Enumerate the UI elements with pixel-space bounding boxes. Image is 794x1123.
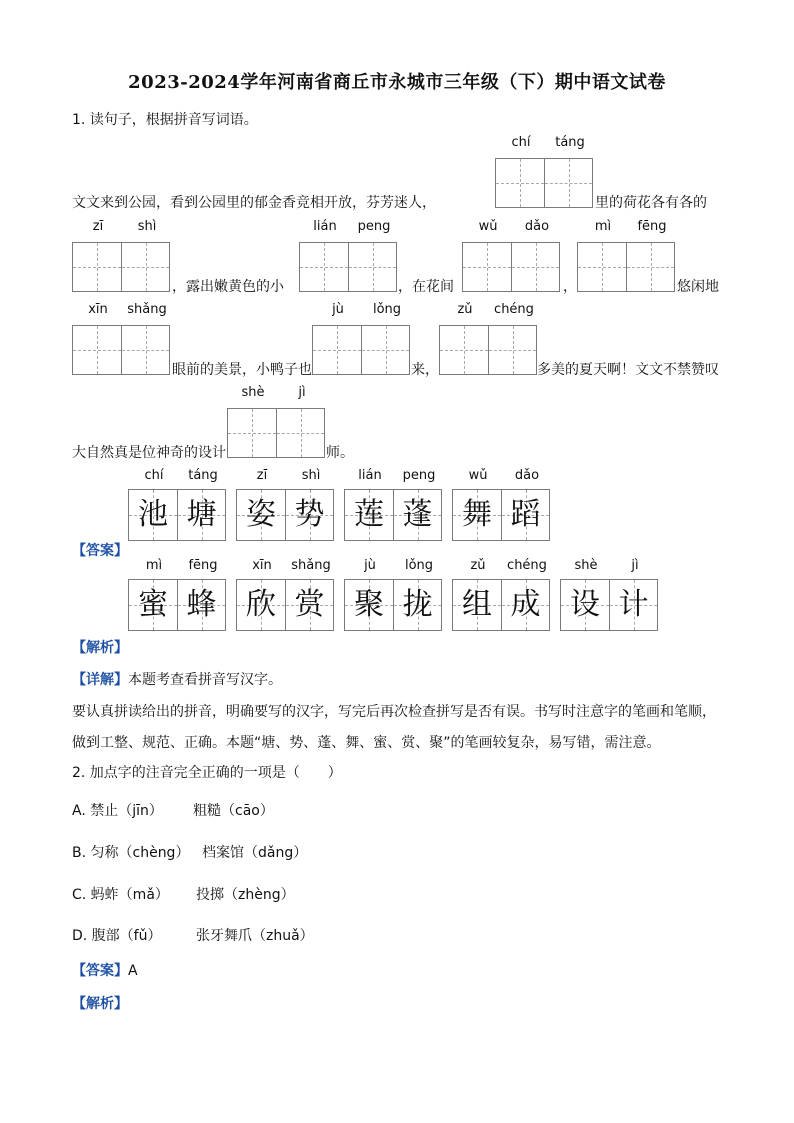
q1-text: 里的荷花各有各的 bbox=[595, 195, 707, 211]
q1-text: 大自然真是位神奇的设计 bbox=[72, 445, 226, 461]
pinyin: xīn bbox=[88, 302, 108, 317]
pinyin: fēng bbox=[637, 219, 667, 234]
pinyin: lián bbox=[358, 468, 382, 483]
detail-paragraph: 做到工整、规范、正确。本题“塘、势、蓬、舞、蜜、赏、聚”的笔画较复杂，易写错，需注意。 bbox=[72, 735, 661, 751]
pinyin: zī bbox=[92, 219, 104, 234]
answer-char: 姿 bbox=[246, 497, 276, 532]
pinyin: zǔ bbox=[470, 558, 486, 573]
pinyin: mì bbox=[145, 558, 163, 573]
tianzige-blank[interactable] bbox=[462, 219, 560, 292]
option-c[interactable] bbox=[72, 884, 169, 904]
answer-word bbox=[452, 558, 550, 631]
answer-char: 塘 bbox=[186, 497, 217, 532]
answer-word bbox=[236, 468, 334, 541]
option-d-word1: D. 腹部（fǔ） bbox=[72, 928, 162, 944]
answer-word bbox=[128, 558, 226, 631]
q1-text: 多美的夏天啊！文文不禁赞叹 bbox=[537, 362, 719, 378]
pinyin: jù bbox=[364, 558, 376, 573]
answer-word bbox=[236, 558, 334, 631]
pinyin: xīn bbox=[252, 558, 272, 573]
answer-char: 蹈 bbox=[510, 497, 541, 532]
tianzige-blank[interactable] bbox=[312, 302, 410, 375]
q1-stem: 1. 读句子，根据拼音写词语。 bbox=[72, 112, 258, 128]
answer-word bbox=[452, 468, 550, 541]
pinyin: chéng bbox=[494, 302, 534, 317]
answer-char: 池 bbox=[138, 497, 168, 532]
tianzige-blank[interactable] bbox=[72, 219, 170, 292]
pinyin: chí bbox=[511, 135, 531, 150]
answer-char: 蜜 bbox=[138, 587, 168, 622]
detail-label: 【详解】 bbox=[72, 672, 128, 688]
q2-stem: 2. 加点字的注音完全正确的一项是（ ） bbox=[72, 765, 342, 781]
q1-text: 悠闲地 bbox=[677, 279, 719, 295]
pinyin: shì bbox=[137, 219, 157, 234]
pinyin: táng bbox=[555, 135, 585, 150]
answer-label: 【答案】 bbox=[72, 543, 128, 559]
q1-text: 来， bbox=[411, 362, 439, 378]
q2-answer-line bbox=[72, 961, 138, 981]
analysis-label: 【解析】 bbox=[72, 640, 128, 656]
tianzige-blank[interactable] bbox=[577, 219, 675, 292]
pinyin: wǔ bbox=[468, 468, 488, 483]
q1-text: 文文来到公园，看到公园里的郁金香竞相开放，芬芳迷人， bbox=[72, 195, 436, 211]
answer-char: 蓬 bbox=[402, 497, 433, 532]
answer-word bbox=[344, 468, 442, 541]
answer-label: 【答案】 bbox=[72, 963, 128, 979]
option-d-word2: 张牙舞爪（zhuǎ） bbox=[196, 928, 314, 944]
pinyin: lǒng bbox=[372, 302, 402, 317]
answer-char: 势 bbox=[294, 497, 325, 532]
tianzige-blank[interactable] bbox=[299, 219, 397, 292]
pinyin: dǎo bbox=[524, 219, 550, 234]
option-c-word2: 投掷（zhèng） bbox=[196, 887, 295, 903]
q2-answer: A bbox=[128, 963, 138, 979]
pinyin: fēng bbox=[188, 558, 218, 573]
q1-text: 师。 bbox=[326, 445, 354, 461]
pinyin: lián bbox=[313, 219, 337, 234]
analysis-label: 【解析】 bbox=[72, 996, 128, 1012]
pinyin: jì bbox=[631, 558, 639, 573]
option-a[interactable] bbox=[72, 800, 163, 820]
option-a-word2: 粗糙（cāo） bbox=[193, 803, 274, 819]
pinyin: zī bbox=[256, 468, 268, 483]
answer-char: 蜂 bbox=[186, 587, 217, 622]
pinyin: zǔ bbox=[457, 302, 473, 317]
answer-char: 舞 bbox=[462, 497, 492, 532]
tianzige-blank[interactable] bbox=[495, 135, 593, 208]
pinyin: shè bbox=[241, 385, 265, 400]
option-b-word1: B. 匀称（chèng） bbox=[72, 845, 190, 861]
pinyin: táng bbox=[188, 468, 218, 483]
pinyin: wǔ bbox=[478, 219, 498, 234]
detail-line bbox=[72, 670, 282, 690]
q1-text: 眼前的美景，小鸭子也 bbox=[172, 362, 312, 378]
option-b-word2: 档案馆（dǎng） bbox=[202, 845, 308, 861]
q1-text: ，在花间 bbox=[398, 279, 454, 295]
option-d[interactable] bbox=[72, 925, 161, 945]
tianzige-blank[interactable] bbox=[72, 302, 170, 375]
answer-char: 赏 bbox=[294, 587, 325, 622]
answer-char: 聚 bbox=[354, 587, 384, 622]
pinyin: shè bbox=[574, 558, 598, 573]
answer-char: 成 bbox=[510, 587, 541, 622]
pinyin: jì bbox=[298, 385, 306, 400]
pinyin: peng bbox=[402, 468, 436, 483]
pinyin: peng bbox=[357, 219, 391, 234]
answer-char: 拢 bbox=[402, 587, 433, 622]
pinyin: chí bbox=[144, 468, 164, 483]
pinyin: lǒng bbox=[404, 558, 434, 573]
q1-text: ，露出嫩黄色的小 bbox=[172, 279, 284, 295]
pinyin: shǎng bbox=[127, 302, 167, 317]
pinyin: shì bbox=[301, 468, 321, 483]
option-c-word1: C. 蚂蚱（mǎ） bbox=[72, 887, 169, 903]
answer-word bbox=[560, 558, 658, 631]
pinyin: chéng bbox=[507, 558, 547, 573]
answer-char: 莲 bbox=[354, 497, 384, 532]
answer-char: 设 bbox=[570, 587, 600, 622]
tianzige-blank[interactable] bbox=[439, 302, 537, 375]
q1-text: ， bbox=[563, 279, 577, 295]
pinyin: jù bbox=[332, 302, 344, 317]
answer-char: 计 bbox=[618, 587, 649, 622]
answer-char: 欣 bbox=[246, 587, 276, 622]
detail-paragraph: 要认真拼读给出的拼音，明确要写的汉字，写完后再次检查拼写是否有误。书写时注意字的笔画和笔顺， bbox=[72, 704, 716, 720]
pinyin: shǎng bbox=[291, 558, 331, 573]
option-a-word1: A. 禁止（jīn） bbox=[72, 803, 163, 819]
answer-word bbox=[128, 468, 226, 541]
tianzige-blank[interactable] bbox=[227, 385, 325, 458]
answer-word bbox=[344, 558, 442, 631]
detail-text: 本题考查看拼音写汉字。 bbox=[128, 672, 282, 688]
page-title: 2023-2024学年河南省商丘市永城市三年级（下）期中语文试卷 bbox=[128, 72, 666, 93]
answer-char: 组 bbox=[462, 587, 492, 622]
pinyin: dǎo bbox=[514, 468, 540, 483]
pinyin: mì bbox=[594, 219, 612, 234]
option-b[interactable] bbox=[72, 842, 189, 862]
